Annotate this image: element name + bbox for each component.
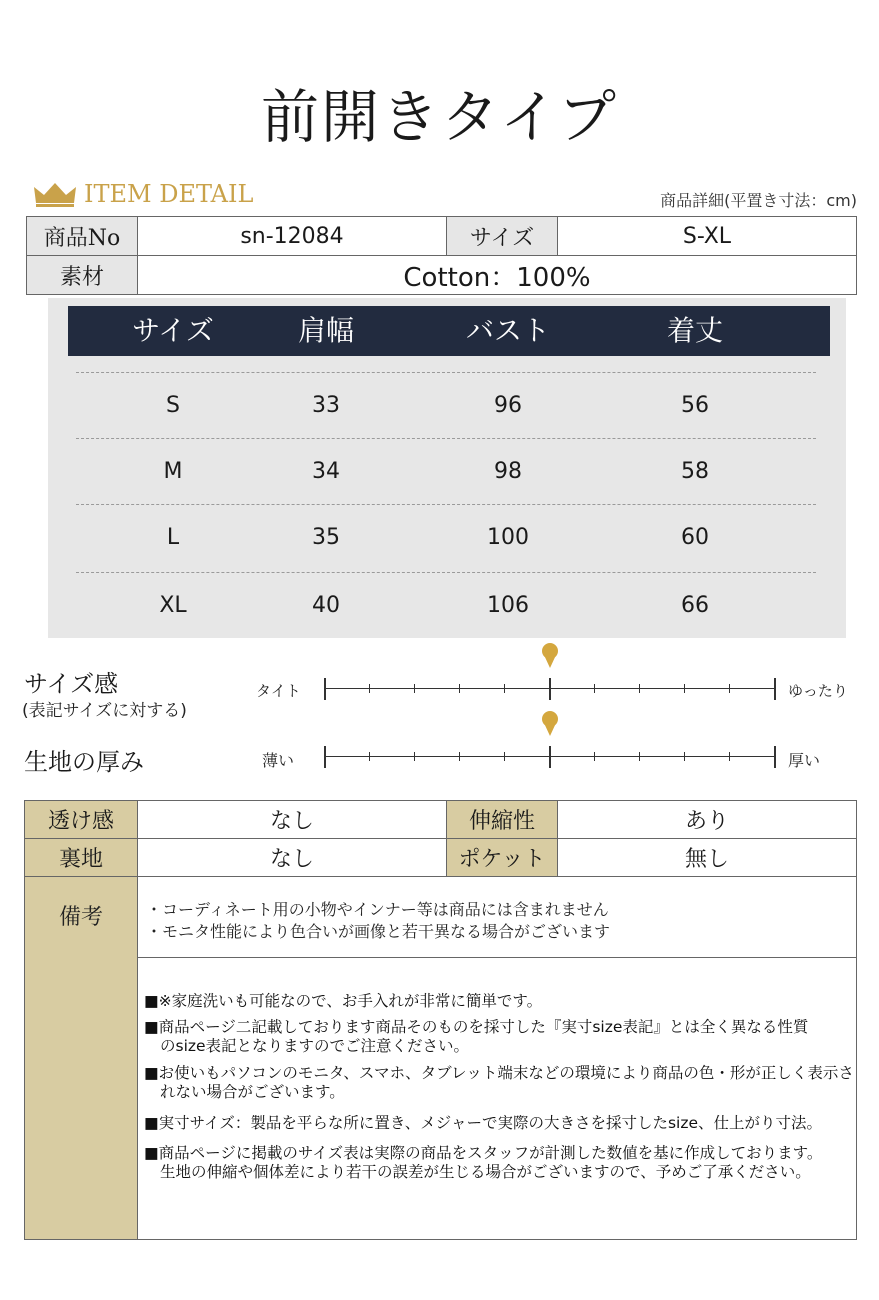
remark-line: ・コーディネート用の小物やインナー等は商品には含まれません — [146, 900, 609, 919]
size-chart-header — [68, 306, 830, 356]
row-bust: 96 — [494, 393, 522, 418]
page-title: 前開きタイプ — [260, 83, 619, 151]
size-chart — [48, 298, 846, 638]
scale-tick — [414, 752, 415, 761]
row-size: XL — [159, 593, 187, 618]
scale-tick — [774, 678, 776, 700]
row-length: 66 — [681, 593, 709, 618]
table-row — [76, 504, 816, 571]
note-line: れない場合がございます。 — [160, 1083, 345, 1101]
row-bust: 98 — [494, 459, 522, 484]
table-row — [76, 572, 816, 639]
lining-label: 裏地 — [24, 838, 138, 877]
scale-tick — [414, 684, 415, 693]
scale-tick — [774, 746, 776, 768]
scale-tick — [324, 746, 326, 768]
thickness-right-label: 厚い — [788, 751, 821, 770]
row-size: L — [166, 525, 180, 550]
note-line: ■※家庭洗いも可能なので、お手入れが非常に簡単です。 — [144, 992, 543, 1010]
note-line: 生地の伸縮や個体差により若干の誤差が生じる場合がございますので、予めご了承ください。 — [160, 1163, 811, 1181]
fit-scale-sublabel: (表記サイズに対する) — [22, 701, 187, 721]
scale-marker-icon — [541, 710, 559, 744]
row-shoulder: 34 — [312, 459, 340, 484]
scale-tick — [369, 752, 370, 761]
note-line: ■実寸サイズ：製品を平らな所に置き、メジャーで実際の大きさを採寸したsize、仕上がり寸法。 — [144, 1114, 823, 1132]
transparency-value: なし — [137, 800, 447, 839]
scale-tick — [549, 746, 551, 768]
note-line: ■商品ページ二記載しております商品そのものを採寸した『実寸size表記』とは全く異なる性質 — [144, 1018, 809, 1036]
row-size: M — [163, 459, 183, 484]
lining-value: なし — [137, 838, 447, 877]
scale-tick — [729, 752, 730, 761]
scale-tick — [684, 684, 685, 693]
row-shoulder: 33 — [312, 393, 340, 418]
header-bust: バスト — [465, 314, 550, 347]
row-shoulder: 35 — [312, 525, 340, 550]
scale-tick — [324, 678, 326, 700]
transparency-label: 透け感 — [24, 800, 138, 839]
scale-tick — [459, 752, 460, 761]
header-size: サイズ — [132, 314, 214, 347]
material-value: Cotton：100% — [137, 255, 857, 295]
product-no-value: sn-12084 — [137, 216, 447, 256]
crown-icon — [32, 181, 78, 207]
fit-left-label: タイト — [256, 682, 301, 700]
row-bust: 100 — [487, 525, 529, 550]
note-line: のsize表記となりますのでご注意ください。 — [160, 1037, 470, 1055]
size-range-value: S-XL — [557, 216, 857, 256]
scale-tick — [504, 752, 505, 761]
row-length: 60 — [681, 525, 709, 550]
pocket-value: 無し — [557, 838, 857, 877]
scale-marker-icon — [541, 642, 559, 676]
scale-tick — [549, 678, 551, 700]
dimension-note: 商品詳細(平置き寸法：cm) — [660, 191, 857, 210]
header-shoulder: 肩幅 — [297, 314, 354, 347]
row-shoulder: 40 — [312, 593, 340, 618]
row-size: S — [166, 393, 180, 418]
scale-tick — [729, 684, 730, 693]
remarks-label: 備考 — [58, 905, 103, 930]
note-line: ■お使いもパソコンのモニタ、スマホ、タブレット端末などの環境により商品の色・形が正しく表示さ — [144, 1064, 854, 1082]
table-row — [76, 372, 816, 439]
row-length: 56 — [681, 393, 709, 418]
scale-tick — [459, 684, 460, 693]
note-line: ■商品ページに掲載のサイズ表は実際の商品をスタッフが計測した数値を基に作成しております。 — [144, 1144, 823, 1162]
product-no-label: 商品No — [26, 216, 138, 256]
thickness-scale — [324, 746, 774, 768]
item-detail-label: ITEM DETAIL — [84, 180, 254, 208]
size-label: サイズ — [446, 216, 558, 256]
material-label: 素材 — [26, 255, 138, 295]
fit-scale-label: サイズ感 — [24, 670, 119, 698]
thickness-left-label: 薄い — [262, 751, 295, 770]
header-length: 着丈 — [666, 314, 723, 347]
scale-tick — [504, 684, 505, 693]
remark-line: ・モニタ性能により色合いが画像と若干異なる場合がございます — [146, 922, 611, 941]
scale-tick — [594, 684, 595, 693]
scale-tick — [594, 752, 595, 761]
stretch-label: 伸縮性 — [446, 800, 558, 839]
thickness-scale-label: 生地の厚み — [24, 748, 144, 776]
scale-tick — [369, 684, 370, 693]
remarks-box — [137, 876, 857, 958]
scale-tick — [639, 684, 640, 693]
fit-scale — [324, 678, 774, 700]
row-bust: 106 — [487, 593, 529, 618]
item-detail-heading — [32, 180, 253, 208]
scale-tick — [684, 752, 685, 761]
stretch-value: あり — [557, 800, 857, 839]
scale-tick — [639, 752, 640, 761]
fit-right-label: ゆったり — [788, 682, 848, 700]
row-length: 58 — [681, 459, 709, 484]
table-row — [76, 438, 816, 505]
pocket-label: ポケット — [446, 838, 558, 877]
